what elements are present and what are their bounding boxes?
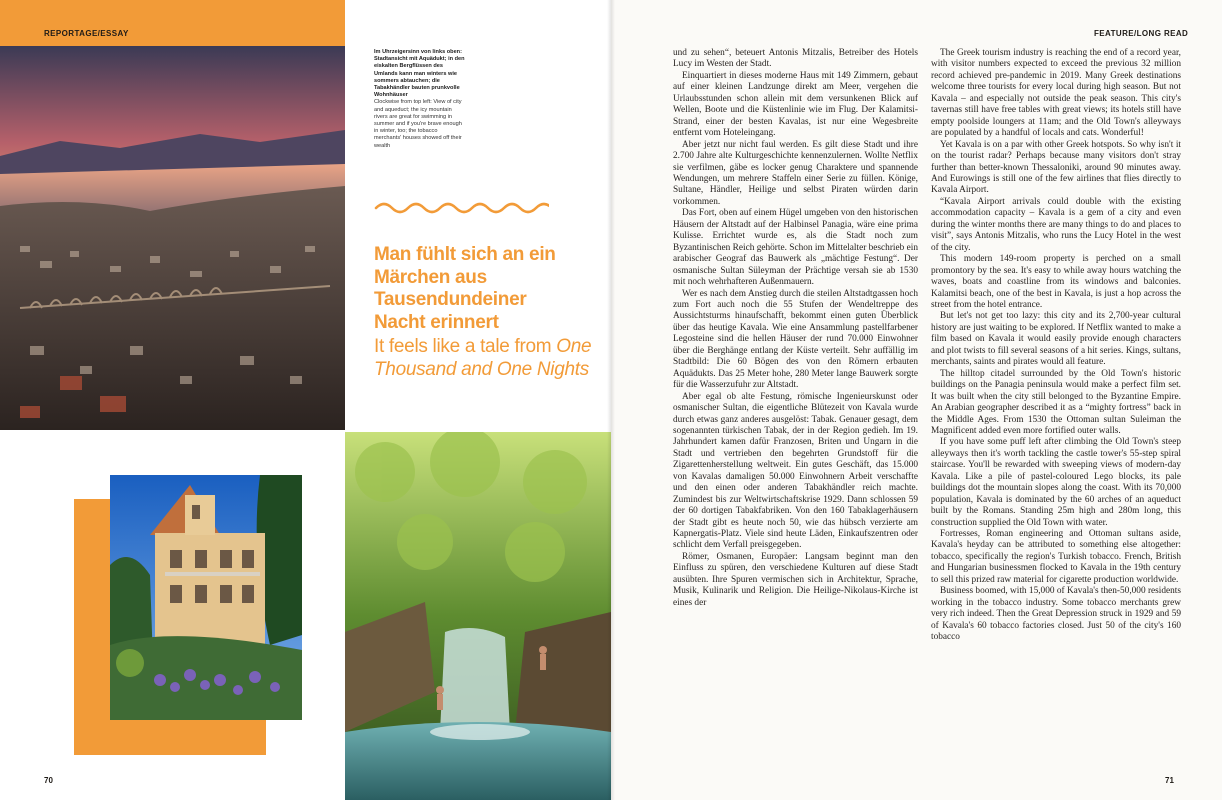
aerial-city-aqueduct-photo [0, 46, 345, 430]
english-paragraph: Business boomed, with 15,000 of Kavala's then-50,000 residents working in the tobacco industry. Some tobacco merchants grew very rich indeed. Then the Great Depression struck in 1929 and 59 of Kavala's 60 tobacco factories closed. Just 50 of the city's 160 tobacco [931, 586, 1181, 643]
german-paragraph: Aber egal ob alte Festung, römische Ingenieurskunst oder osmanischer Sultan, die eigentliche Blütezeit von Kavala wurde durch etwas ganz anderes ausgelöst: Tabak. Genauer gesagt, dem sogenannten türkischen Tabak, der in der Region gedieh. Im 19. Jahrhundert kamen dafür Franzosen, Briten und Ungarn in die Stadt und vertrieben den begehrten Grundstoff für die Zigarettenherstellung weltweit. Ein gutes Geschäft, das 15.000 von Kavalas damaligen 50.000 Einwohnern Arbeit verschaffte und den einen oder anderen Tabakhändler reich machte. Zumindest bis zur Weltwirtschaftskrise 1929. Dann schlossen 59 der 60 dortigen Tabakfabriken. Von den 160 Tabaklagerhäusern der Stadt gibt es heute noch 50, wie das hübsch verzierte am Kapnergatis-Platz. Viele sind heute Läden, Einkaufszentren oder schlicht dem Verfall preisgegeben. [673, 391, 918, 551]
german-paragraph: Das Fort, oben auf einem Hügel umgeben von den historischen Häusern der Altstadt auf der Halbinsel Panagia, wäre eine prima Kulisse. Errichtet wurde es, als die Stadt noch zum Byzantinischen Reich gehörte. Schon im Mittelalter beschrieb ein arabischer Geograf das Bauwerk als „mächtige Festung“. Der osmanische Sultan Süleyman der Prächtige versah sie ab 1530 mit noch wehrhafteren Außenmauern. [673, 208, 918, 288]
caption-english: Clockwise from top left: View of city and aqueduct; the icy mountain rivers are great for swimming in summer and if you're brave enough in winter, too; the tobacco merchants' houses showed off their wealth [374, 99, 462, 149]
river-waterfall-photo [345, 432, 611, 800]
section-label-left: REPORTAGE/ESSAY [44, 29, 129, 38]
caption-german: Im Uhrzeigersinn von links oben: Stadtansicht mit Aquädukt; in den eiskalten Bergflüssen des Umlands kann man winters wie sommers abtauchen; die Tabakhändler bauten prunkvolle Wohnhäuser [374, 49, 465, 99]
pull-quote-english-title: One Thousand and One Nights [374, 336, 592, 380]
english-paragraph: This modern 149-room property is perched on a small promontory by the sea. It's easy to while away hours watching the waves, boats and coastline from its windows and balconies. Kalamitsi beach, one of the best in Kavala, is just a hop across the street from the hotel entrance. [931, 254, 1181, 310]
article-column-german [673, 48, 918, 609]
english-paragraph: But let's not get too lazy: this city and its 2,700-year cultural history are just waiting to be explored. If Netflix wanted to make a film based on Kavala it would easily provide enough characters and plot twists to fill several seasons of a hit series. Kings, sultans, merchants, saints and pirates would all feature. [931, 311, 1181, 368]
english-paragraph: Yet Kavala is on a par with other Greek hotspots. So why isn't it on the tourist radar? Perhaps because many visitors don't stray further than better-known Thessaloniki, around 90 minutes away. And Eurowings is still one of the few airlines that flies directly to Kavala Airport. [931, 139, 1181, 196]
photo-caption [374, 49, 466, 150]
german-paragraph: Wer es nach dem Anstieg durch die steilen Altstadtgassen hoch zum Fort auch noch die 55 Stufen der Wendeltreppe des Aussichtsturms hinaufschafft, bekommt einen guten Überblick über das heutige Kavala. Wie eine Ansammlung pastellfarbener Legosteine sind die hellen Häuser der rund 70.000 Einwohner über die Berghänge entlang der Küste verteilt. Sehr auffällig im Stadtbild: Die 60 Bögen des von den Römern erbauten Aquädukts. Das 25 Meter hohe, 280 Meter lange Bauwerk sorgte für die Wasserzufuhr zur Altstadt. [673, 288, 918, 391]
english-paragraph: Fortresses, Roman engineering and Ottoman sultans aside, Kavala's heyday can be attributed to something else altogether: tobacco, specifically the region's Turkish tobacco. French, British and Hungarian businessmen flocked to Kavala in the 19th century to sell this prized raw material for cigarette production worldwide. [931, 529, 1181, 585]
section-label-right: FEATURE/LONG READ [1094, 29, 1189, 38]
english-paragraph: “Kavala Airport arrivals could double with the existing accommodation capacity – Kavala is a gem of a city and even during the winter months there are many things to do and places to visit”, says Antonis Mitzalis, who runs the Lucy Hotel in the west of the city. [931, 196, 1181, 253]
orange-header-tab [0, 0, 345, 46]
german-paragraph: Aber jetzt nur nicht faul werden. Es gilt diese Stadt und ihre 2.700 Jahre alte Kulturgeschichte kennenzulernen. Wollte Netflix sie verfilmen, gäbe es locker genug Charaktere und spannende Wendungen, um mehrere Staffeln einer Serie zu füllen. Könige, Sultane, Händler, Heilige und selbst Piraten würden darin vorkommen. [673, 139, 918, 207]
english-paragraph: If you have some puff left after climbing the Old Town's steep alleyways then it's worth tackling the castle tower's 55-step spiral staircase. You'll be rewarded with sweeping views of modern-day Kavala. Like a pile of pastel-coloured Lego blocks, its pale buildings dot the mountain slopes along the coast. With its 70,000 population, Kavala is dominated by the 60 arches of an aqueduct built by the Romans. Standing 25m high and 280m long, this construction supplied the Old Town with water. [931, 437, 1181, 528]
english-paragraph: The Greek tourism industry is reaching the end of a record year, with visitor numbers expected to exceed the previous 32 million record achieved pre-pandemic in 2019. Many Greek destinations welcome three tourists for every local during high season. But not Kavala – and especially not outside the peak season. This city's tavernas still have free tables with great views; its hotels still have empty poolside loungers at 11am; and the Old Town's alleyways are populated by a handful of locals and cats. Wonderful! [931, 48, 1181, 139]
page-gutter [607, 0, 615, 800]
pull-quote-german: Man fühlt sich an ein Märchen aus Tausendundeiner Nacht erinnert [374, 244, 556, 333]
german-paragraph: und zu sehen“, beteuert Antonis Mitzalis, Betreiber des Hotels Lucy im Westen der Stadt. [673, 48, 918, 70]
german-paragraph: Römer, Osmanen, Europäer: Langsam beginnt man den Einfluss zu spüren, den verschiedene Kulturen auf diese Stadt ausübten. Ihre Spuren vermischen sich in Architektur, Sprache, Musik, Kulinarik und Religion. Die Heilige-Nikolaus-Kirche ist eines der [673, 551, 918, 608]
pull-quote-english [374, 336, 594, 381]
pull-quote-english-prefix: It feels like a tale from [374, 336, 557, 357]
tobacco-merchant-house-photo [110, 475, 302, 720]
wave-divider-icon [374, 198, 549, 214]
page-number-right: 71 [1165, 776, 1174, 785]
page-number-left: 70 [44, 776, 53, 785]
english-paragraph: The hilltop citadel surrounded by the Old Town's historic buildings on the Panagia peninsula would make a perfect film set. It was built when the city still belonged to the Byzantine Empire. An Arabian geographer described it as a “mighty fortress” back in the Middle Ages. From 1530 the Ottoman sultan Suleiman the Magnificent added even more fortified outer walls. [931, 368, 1181, 436]
german-paragraph: Einquartiert in dieses moderne Haus mit 149 Zimmern, gebaut auf einer kleinen Landzunge direkt am Meer, vergehen die Urlaubsstunden schon allein mit dem versunkenen Blick auf Wellen, Boote und die Küstenlinie wie im Flug. Der Kalamitsi-Strand, einer der besten Kavalas, ist nur eine Wegesbreite entfernt vom Hoteleingang. [673, 70, 918, 139]
article-column-english [931, 48, 1181, 644]
